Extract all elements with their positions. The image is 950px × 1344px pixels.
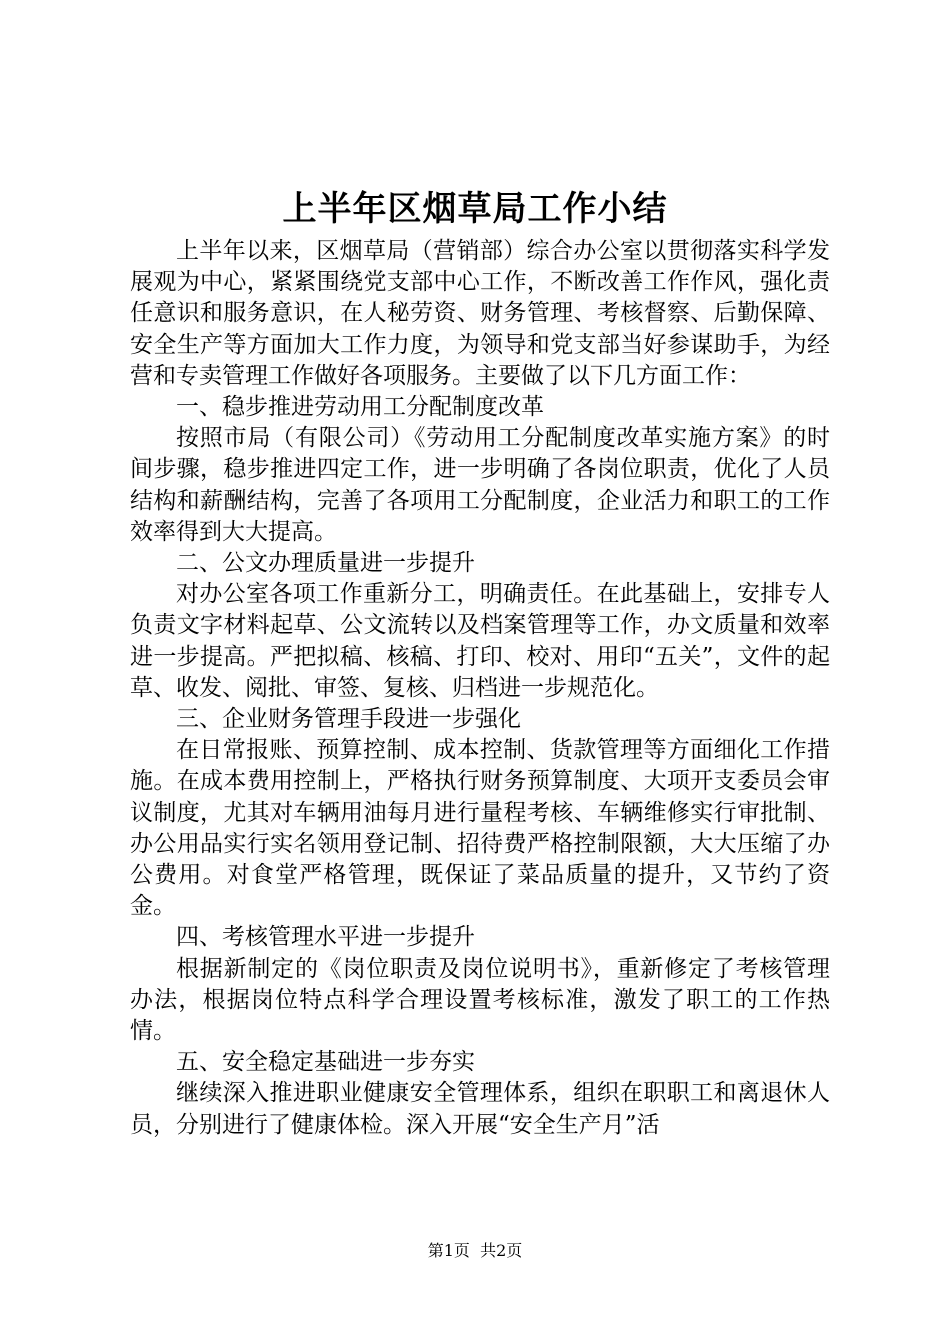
section-heading-3: 三、企业财务管理手段进一步强化 [176,706,521,733]
section-text-3: 在日常报账、预算控制、成本控制、货款管理等方面细化工作措施。在成本费用控制上，严格执行财务预算制度、大项开支委员会审议制度，尤其对车辆用油每月进行量程考核、车辆维修实行审批制、办公用品实行实名领用登记制、招待费严格控制限额，大大压缩了办公费用。对食堂严格管理，既保证了菜品质量的提升，又节约了资金。 [130,737,830,920]
section-text-5: 继续深入推进职业健康安全管理体系，组织在职职工和离退休人员，分别进行了健康体检。深入开展“安全生产月”活 [130,1080,830,1138]
section-text-2: 对办公室各项工作重新分工，明确责任。在此基础上，安排专人负责文字材料起草、公文流转以及档案管理等工作，办文质量和效率进一步提高。严把拟稿、核稿、打印、校对、用印“五关”，文件的起草、收发、阅批、审签、复核、归档进一步规范化。 [130,581,830,701]
section-text-1: 按照市局（有限公司）《劳动用工分配制度改革实施方案》的时间步骤，稳步推进四定工作，进一步明确了各岗位职责，优化了人员结构和薪酬结构，完善了各项用工分配制度，企业活力和职工的工作效率得到大大提高。 [130,425,830,545]
section-heading-4: 四、考核管理水平进一步提升 [176,924,475,951]
section-text-4: 根据新制定的《岗位职责及岗位说明书》，重新修定了考核管理办法，根据岗位特点科学合理设置考核标准，激发了职工的工作热情。 [130,955,830,1045]
document-title: 上半年区烟草局工作小结 [282,189,668,229]
page-number: 第1页 [427,1241,470,1260]
document-body [130,236,830,1141]
section-heading-1: 一、稳步推进劳动用工分配制度改革 [176,394,544,421]
section-heading-2: 二、公文办理质量进一步提升 [176,550,475,577]
page-total: 共2页 [480,1241,523,1260]
section-heading-5: 五、安全稳定基础进一步夯实 [176,1049,475,1076]
page-footer [0,1240,950,1262]
intro-paragraph: 上半年以来，区烟草局（营销部）综合办公室以贯彻落实科学发展观为中心，紧紧围绕党支部中心工作，不断改善工作作风，强化责任意识和服务意识，在人秘劳资、财务管理、考核督察、后勤保障、安全生产等方面加大工作力度，为领导和党支部当好参谋助手，为经营和专卖管理工作做好各项服务。主要做了以下几方面工作： [130,238,830,389]
